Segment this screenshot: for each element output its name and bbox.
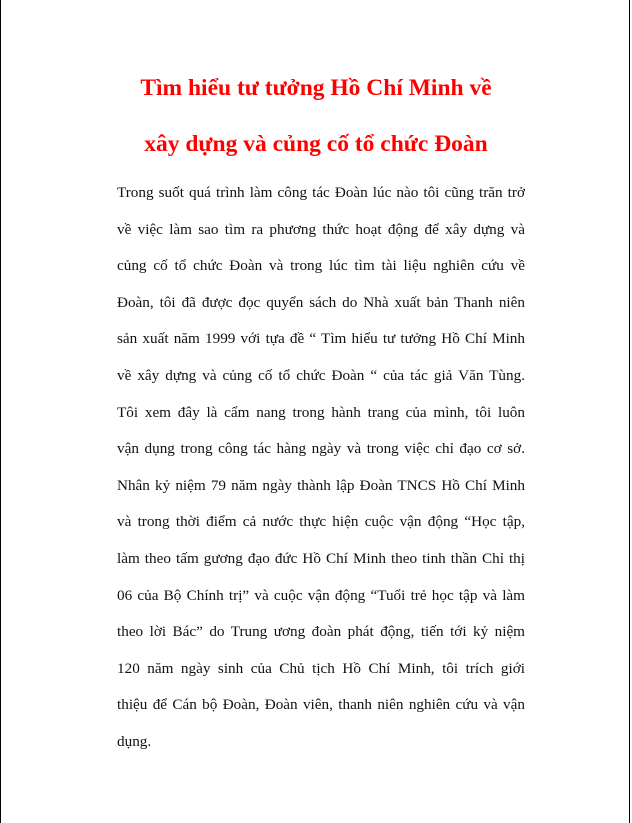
- body-line: vận dụng trong công tác hàng ngày và trong việc chỉ đạo cơ sở.: [117, 440, 525, 458]
- body-line: Trong suốt quá trình làm công tác Đoàn lúc nào tôi cũng trăn trở: [117, 184, 525, 201]
- body-line: sản xuất năm 1999 với tựa đề “ Tìm hiểu tư tưởng Hồ Chí Minh: [117, 330, 525, 348]
- body-line: thiệu để Cán bộ Đoàn, Đoàn viên, thanh niên nghiên cứu và vận: [117, 696, 525, 714]
- body-line: Nhân kỷ niệm 79 năm ngày thành lập Đoàn TNCS Hồ Chí Minh: [117, 476, 525, 494]
- body-line: theo lời Bác” do Trung ương đoàn phát động, tiến tới kỷ niệm: [117, 623, 525, 641]
- body-line: về xây dựng và củng cố tổ chức Đoàn “ của tác giả Văn Tùng.: [117, 366, 525, 384]
- document-title-line-2: xây dựng và củng cố tổ chức Đoàn: [144, 131, 488, 157]
- body-line: làm theo tấm gương đạo đức Hồ Chí Minh theo tinh thần Chỉ thị: [117, 549, 525, 567]
- body-paragraph: [117, 181, 525, 767]
- body-line: dụng.: [117, 732, 152, 750]
- body-line: và trong thời điểm cả nước thực hiện cuộc vận động “Học tập,: [117, 513, 525, 531]
- body-line: củng cố tổ chức Đoàn và trong lúc tìm tài liệu nghiên cứu về: [117, 257, 525, 275]
- document-title-line-1: Tìm hiểu tư tưởng Hồ Chí Minh về: [140, 75, 492, 101]
- body-line: 06 của Bộ Chính trị” và cuộc vận động “Tuổi trẻ học tập và làm: [117, 586, 525, 604]
- body-line: Tôi xem đây là cẩm nang trong hành trang của mình, tôi luôn: [117, 403, 525, 421]
- body-line: 120 năm ngày sinh của Chủ tịch Hồ Chí Minh, tôi trích giới: [117, 659, 525, 677]
- body-line: Đoàn, tôi đã được đọc quyển sách do Nhà xuất bản Thanh niên: [117, 293, 525, 311]
- body-line: về việc làm sao tìm ra phương thức hoạt động để xây dựng và: [117, 220, 525, 238]
